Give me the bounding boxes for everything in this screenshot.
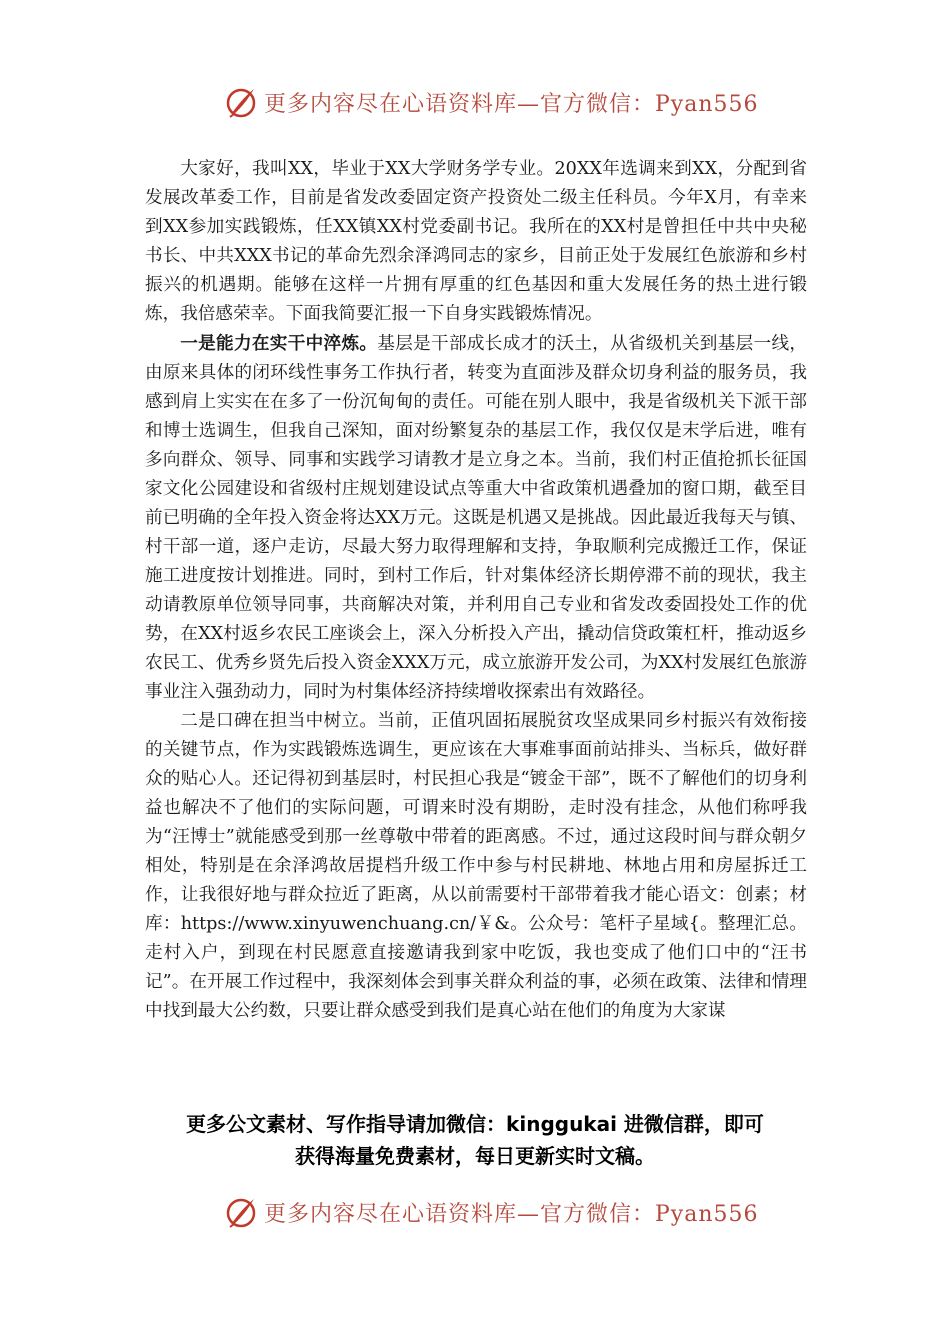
promo-line-2: 获得海量免费素材，每日更新实时文稿。: [295, 1144, 655, 1168]
footer-banner: [224, 1190, 759, 1234]
paragraph-capability-heading: 一是能力在实干中淬炼。: [180, 333, 378, 354]
header-banner: [224, 80, 759, 124]
paragraph-reputation: 二是口碑在担当中树立。当前，正值巩固拓展脱贫攻坚成果同乡村振兴有效衔接的关键节点，作为实践锻炼选调生，更应该在大事难事面前站排头、当标兵，做好群众的贴心人。还记得初到基层时，村民担心我是“镀金干部”，既不了解他们的切身利益也解决不了他们的实际问题，可谓来时没有期盼，走时没有挂念，从他们称呼我为“汪博士”就能感受到那一丝尊敬中带着的距离感。不过，通过这段时间与群众朝夕相处，特别是在余泽鸿故居提档升级工作中参与村民耕地、林地占用和房屋拆迁工作，让我很好地与群众拉近了距离，从以前需要村干部带着我才能心语文：创素；材库：https://www.xinyuwenchuang.cn/￥&。公众号：笔杆子星域{。整理汇总。走村入户，到现在村民愿意直接邀请我到家中吃饭，我也变成了他们口中的“汪书记”。在开展工作过程中，我深刻体会到事关群众利益的事，必须在政策、法律和情理中找到最大公约数，只要让群众感受到我们是真心站在他们的角度为大家谋: [145, 711, 807, 1021]
header-banner-text: 更多内容尽在心语资料库—官方微信：Pyan556: [264, 91, 759, 117]
quill-pen-logo-icon: [224, 85, 258, 119]
footer-banner-text: 更多内容尽在心语资料库—官方微信：Pyan556: [264, 1201, 759, 1227]
quill-pen-logo-icon: [224, 1195, 258, 1229]
promo-notice: [0, 1108, 950, 1172]
paragraph-intro: 大家好，我叫XX，毕业于XX大学财务学专业。20XX年选调来到XX，分配到省发展改革委工作，目前是省发改委固定资产投资处二级主任科员。今年X月，有幸来到XX参加实践锻炼，任XX镇XX村党委副书记。我所在的XX村是曾担任中共中央秘书长、中共XXX书记的革命先烈余泽鸿同志的家乡，目前正处于发展红色旅游和乡村振兴的机遇期。能够在这样一片拥有厚重的红色基因和重大发展任务的热土进行锻炼，我倍感荣幸。下面我简要汇报一下自身实践锻炼情况。: [145, 159, 807, 324]
article-body: [145, 155, 807, 1026]
paragraph-capability-body: 基层是干部成长成才的沃土，从省级机关到基层一线，由原来具体的闭环线性事务工作执行者，转变为直面涉及群众切身利益的服务员，我感到肩上实实在在多了一份沉甸甸的责任。可能在别人眼中，我是省级机关下派干部和博士选调生，但我自己深知，面对纷繁复杂的基层工作，我仅仅是末学后进，唯有多向群众、领导、同事和实践学习请教才是立身之本。当前，我们村正值抢抓长征国家文化公园建设和省级村庄规划建设试点等重大中省政策机遇叠加的窗口期，截至目前已明确的全年投入资金将达XX万元。这既是机遇又是挑战。因此最近我每天与镇、村干部一道，逐户走访，尽最大努力取得理解和支持，争取顺利完成搬迁工作，保证施工进度按计划推进。同时，到村工作后，针对集体经济长期停滞不前的现状，我主动请教原单位领导同事，共商解决对策，并利用自己专业和省发改委固投处工作的优势，在XX村返乡农民工座谈会上，深入分析投入产出，撬动信贷政策杠杆，推动返乡农民工、优秀乡贤先后投入资金XXX万元，成立旅游开发公司，为XX村发展红色旅游事业注入强劲动力，同时为村集体经济持续增收探索出有效路径。: [145, 334, 807, 702]
promo-line-1: 更多公文素材、写作指导请加微信：kinggukai 进微信群，即可: [186, 1112, 764, 1136]
paragraph-capability: [145, 329, 807, 707]
